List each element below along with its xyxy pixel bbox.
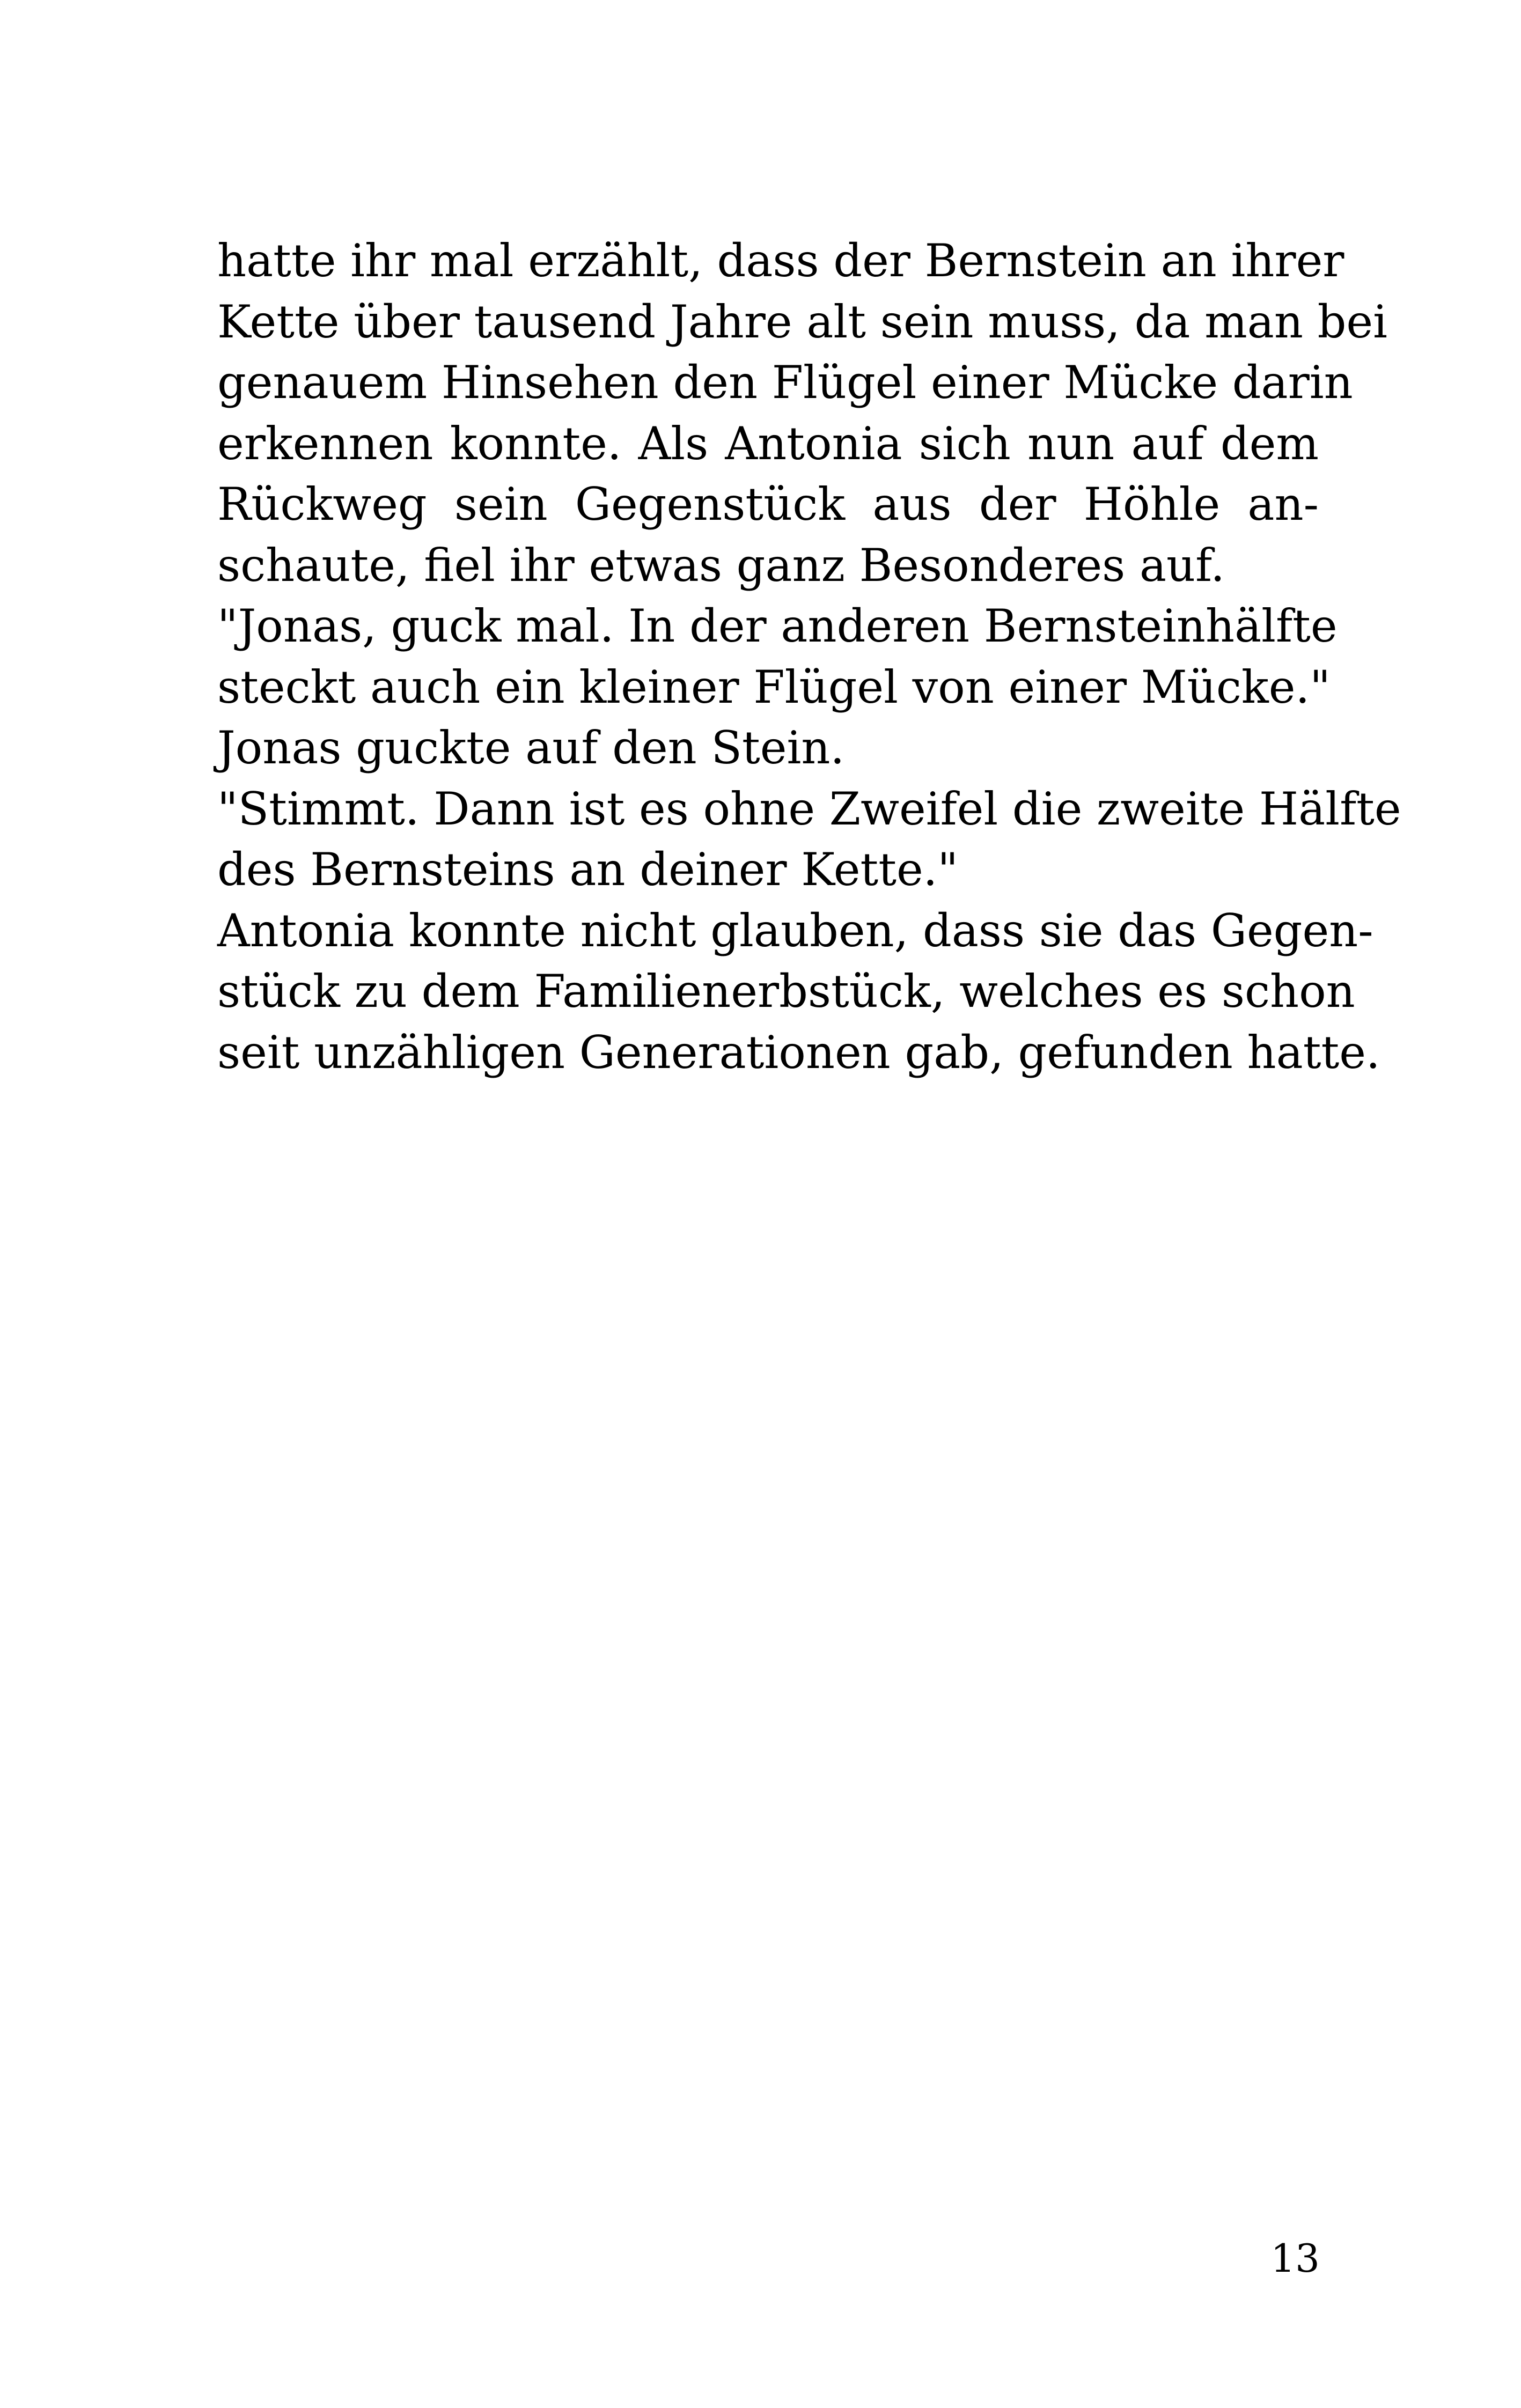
text-line: schaute, fiel ihr etwas ganz Besonderes auf. bbox=[217, 539, 1225, 592]
text-line: Kette über tausend Jahre alt sein muss, da man bei bbox=[217, 295, 1388, 348]
text-line: steckt auch ein kleiner Flügel von einer Mücke." bbox=[217, 660, 1331, 713]
text-line: Rückweg sein Gegenstück aus der Höhle an- bbox=[217, 478, 1319, 531]
text-line: seit unzähligen Generationen gab, gefunden hatte. bbox=[217, 1026, 1380, 1079]
text-line: "Jonas, guck mal. In der anderen Bernsteinhälfte bbox=[217, 600, 1338, 652]
text-line: hatte ihr mal erzählt, dass der Bernstein an ihrer bbox=[217, 234, 1344, 287]
text-line: erkennen konnte. Als Antonia sich nun auf dem bbox=[217, 417, 1319, 470]
page-number: 13 bbox=[1270, 2236, 1320, 2281]
text-line: des Bernsteins an deiner Kette." bbox=[217, 843, 958, 896]
text-line: genauem Hinsehen den Flügel einer Mücke darin bbox=[217, 356, 1353, 409]
text-line: Jonas guckte auf den Stein. bbox=[217, 721, 845, 774]
text-line: stück zu dem Familienerbstück, welches es schon bbox=[217, 965, 1355, 1018]
body-text bbox=[217, 231, 1401, 1083]
text-line: "Stimmt. Dann ist es ohne Zweifel die zweite Hälfte bbox=[217, 782, 1401, 835]
text-line: Antonia konnte nicht glauben, dass sie das Gegen- bbox=[217, 904, 1373, 957]
